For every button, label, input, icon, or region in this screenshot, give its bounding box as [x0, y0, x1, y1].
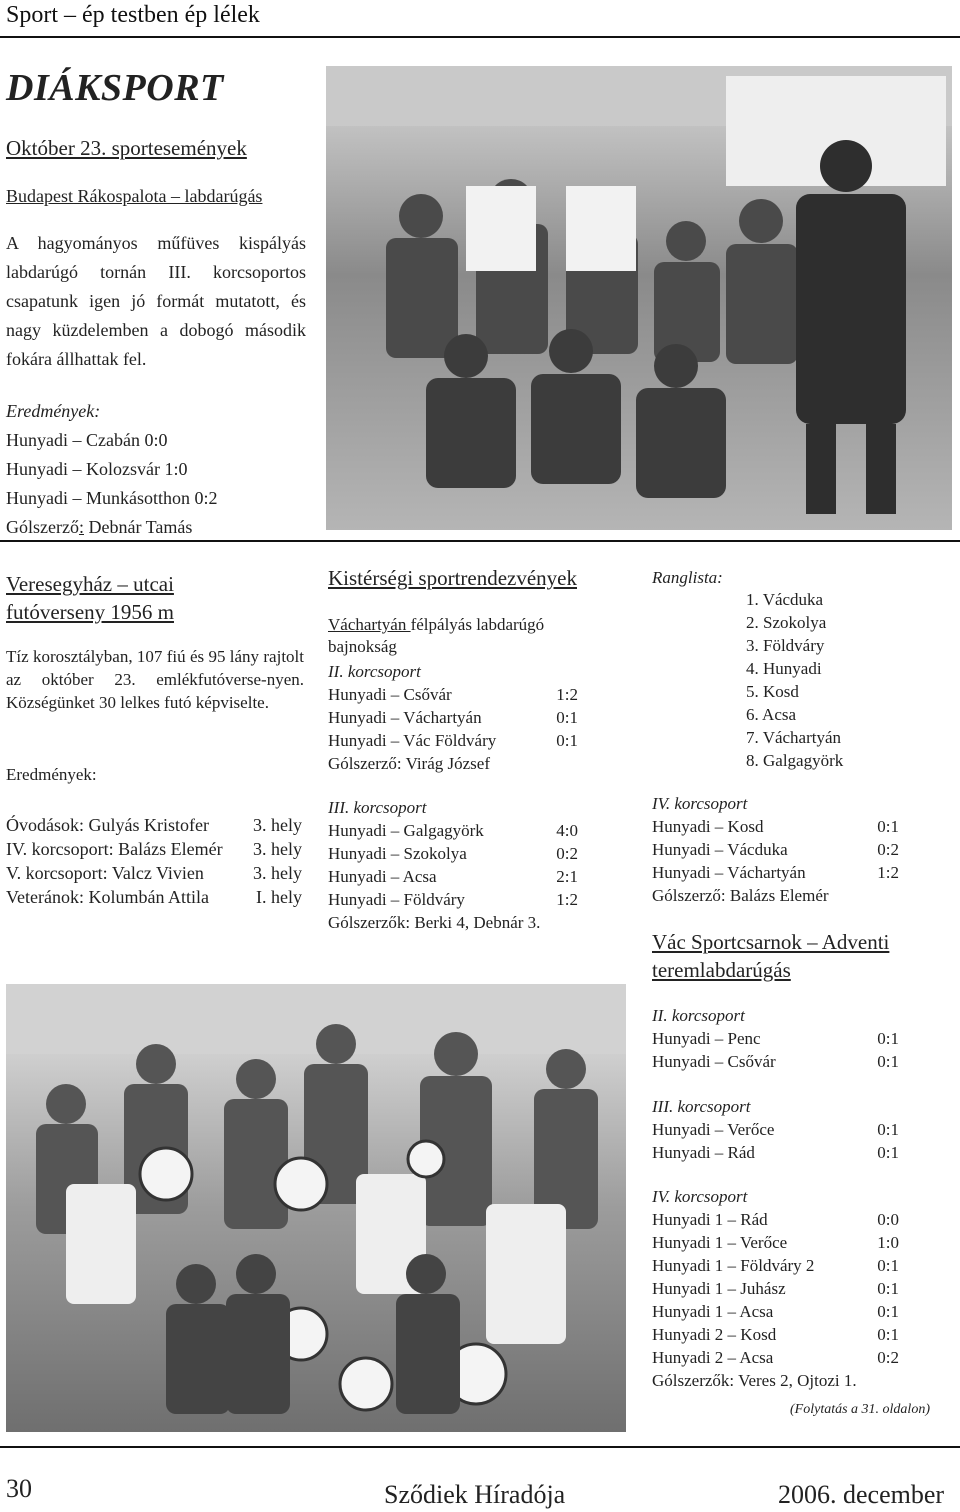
section-header: Sport – ép testben ép lélek [6, 2, 260, 28]
kisterseg-subtitle: Váchartyán félpályás labdarúgó bajnokság [328, 615, 545, 656]
match-row: Hunyadi – Földváry 1:2 [328, 890, 578, 909]
match-row: Hunyadi – Vácduka 0:2 [652, 840, 899, 859]
kisterseg-title: Kistérségi sportrendezvények [328, 566, 577, 590]
vac-group3: III. korcsoport Hunyadi – Verőce 0:1 Hunyadi – Rád 0:1 [652, 1097, 899, 1162]
event-location: Budapest Rákospalota – labdarúgás [6, 186, 263, 206]
match-row: Hunyadi 1 – Rád 0:0 [652, 1210, 899, 1229]
match-row: Hunyadi 2 – Kosd 0:1 [652, 1325, 899, 1344]
event-title: Október 23. sportesemények [6, 136, 247, 160]
vac-title: Vác Sportcsarnok – Adventi teremlabdarúgás [652, 930, 890, 982]
article-title: DIÁKSPORT [6, 67, 224, 109]
runners-photo [6, 984, 626, 1432]
result-row: Veteránok: Kolumbán Attila I. hely [6, 887, 302, 907]
kisterseg-group2: II. korcsoport Hunyadi – Csővár 1:2 Hunyadi – Váchartyán 0:1 Hunyadi – Vác Földváry 0:1 Gólszerző: Virág József [328, 662, 578, 773]
match-row: Hunyadi – Kosd 0:1 [652, 817, 899, 836]
match-row: Hunyadi 1 – Verőce 1:0 [652, 1233, 899, 1252]
result-line: Hunyadi – Czabán 0:0 [6, 430, 168, 450]
rank-item: 1. Vácduka [746, 590, 824, 609]
veresegyhaz-title: Veresegyház – utcai futóverseny 1956 m [6, 572, 174, 624]
publication-name: Sződiek Híradója [384, 1480, 566, 1509]
header-rule [0, 36, 960, 38]
article-body: A hagyományos műfüves kispályás labdarúgó tornán III. korcsoportos csapatunk igen jó formát mutatott, és nagy küzdelemben a dobogó második fokára állhattak fel. [6, 233, 306, 369]
rank-item: 6. Acsa [746, 705, 797, 724]
veresegyhaz-results-label: Eredmények: [6, 765, 97, 784]
match-row: Hunyadi – Váchartyán 0:1 [328, 708, 578, 727]
group4-block: IV. korcsoport Hunyadi – Kosd 0:1 Hunyadi – Vácduka 0:2 Hunyadi – Váchartyán 1:2 Gólszerző: Balázs Elemér [652, 794, 899, 905]
match-row: Hunyadi – Szokolya 0:2 [328, 844, 578, 863]
results-label: Eredmények: [6, 401, 101, 421]
rank-item: 8. Galgagyörk [746, 751, 844, 770]
match-row: Hunyadi – Acsa 2:1 [328, 867, 578, 886]
continued-note: (Folytatás a 31. oldalon) [790, 1402, 930, 1417]
match-row: Hunyadi – Verőce 0:1 [652, 1120, 899, 1139]
rank-item: 4. Hunyadi [746, 659, 822, 678]
vac-group2: II. korcsoport Hunyadi – Penc 0:1 Hunyadi – Csővár 0:1 [652, 1006, 899, 1071]
match-row: Hunyadi – Váchartyán 1:2 [652, 863, 899, 882]
match-row: Hunyadi – Penc 0:1 [652, 1029, 899, 1048]
match-row: Hunyadi 1 – Acsa 0:1 [652, 1302, 899, 1321]
match-row: Hunyadi – Rád 0:1 [652, 1143, 899, 1162]
match-row: Hunyadi – Csővár 1:2 [328, 685, 578, 704]
match-row: Hunyadi – Csővár 0:1 [652, 1052, 899, 1071]
section-rule [0, 540, 960, 542]
vac-group4: IV. korcsoport Hunyadi 1 – Rád 0:0 Hunyadi 1 – Verőce 1:0 Hunyadi 1 – Földváry 2 0:1 Hunyadi 1 – Juhász 0:1 Hunyadi 1 – Acsa 0:1 Hunyadi 2 – Kosd 0:1 Hunyadi 2 – Acsa 0:2 Gólszerzők: Veres 2, Ojtozi 1. [652, 1187, 899, 1390]
footer-rule [0, 1446, 960, 1448]
results-list [6, 426, 218, 542]
team-photo [326, 66, 952, 530]
issue-date: 2006. december [778, 1480, 945, 1509]
rank-item: 3. Földváry [746, 636, 825, 655]
ranglista-list [746, 588, 843, 772]
match-row: Hunyadi 1 – Juhász 0:1 [652, 1279, 899, 1298]
veresegyhaz-results [6, 813, 302, 909]
rank-item: 5. Kosd [746, 682, 799, 701]
match-row: Hunyadi – Galgagyörk 4:0 [328, 821, 578, 840]
match-row: Hunyadi 2 – Acsa 0:2 [652, 1348, 899, 1367]
result-row: V. korcsoport: Valcz Vivien 3. hely [6, 863, 302, 883]
rank-item: 2. Szokolya [746, 613, 827, 632]
result-row: IV. korcsoport: Balázs Elemér 3. hely [6, 839, 302, 859]
result-row: Óvodások: Gulyás Kristofer 3. hely [6, 815, 302, 835]
match-row: Hunyadi – Vác Földváry 0:1 [328, 731, 578, 750]
result-line: Hunyadi – Kolozsvár 1:0 [6, 459, 188, 479]
kisterseg-group3: III. korcsoport Hunyadi – Galgagyörk 4:0 Hunyadi – Szokolya 0:2 Hunyadi – Acsa 2:1 Hunyadi – Földváry 1:2 Gólszerzők: Berki 4, Debnár 3. [328, 798, 578, 932]
scorer-line: Gólszerző: Debnár Tamás [6, 517, 193, 537]
veresegyhaz-body: Tíz korosztályban, 107 fiú és 95 lány rajtolt az október 23. emlékfutóverse-nyen. Községünket 30 lelkes futó képviselte. [6, 647, 304, 712]
ranglista-label: Ranglista: [652, 568, 723, 587]
page-number: 30 [6, 1474, 32, 1503]
result-line: Hunyadi – Munkásotthon 0:2 [6, 488, 218, 508]
match-row: Hunyadi 1 – Földváry 2 0:1 [652, 1256, 899, 1275]
rank-item: 7. Váchartyán [746, 728, 842, 747]
